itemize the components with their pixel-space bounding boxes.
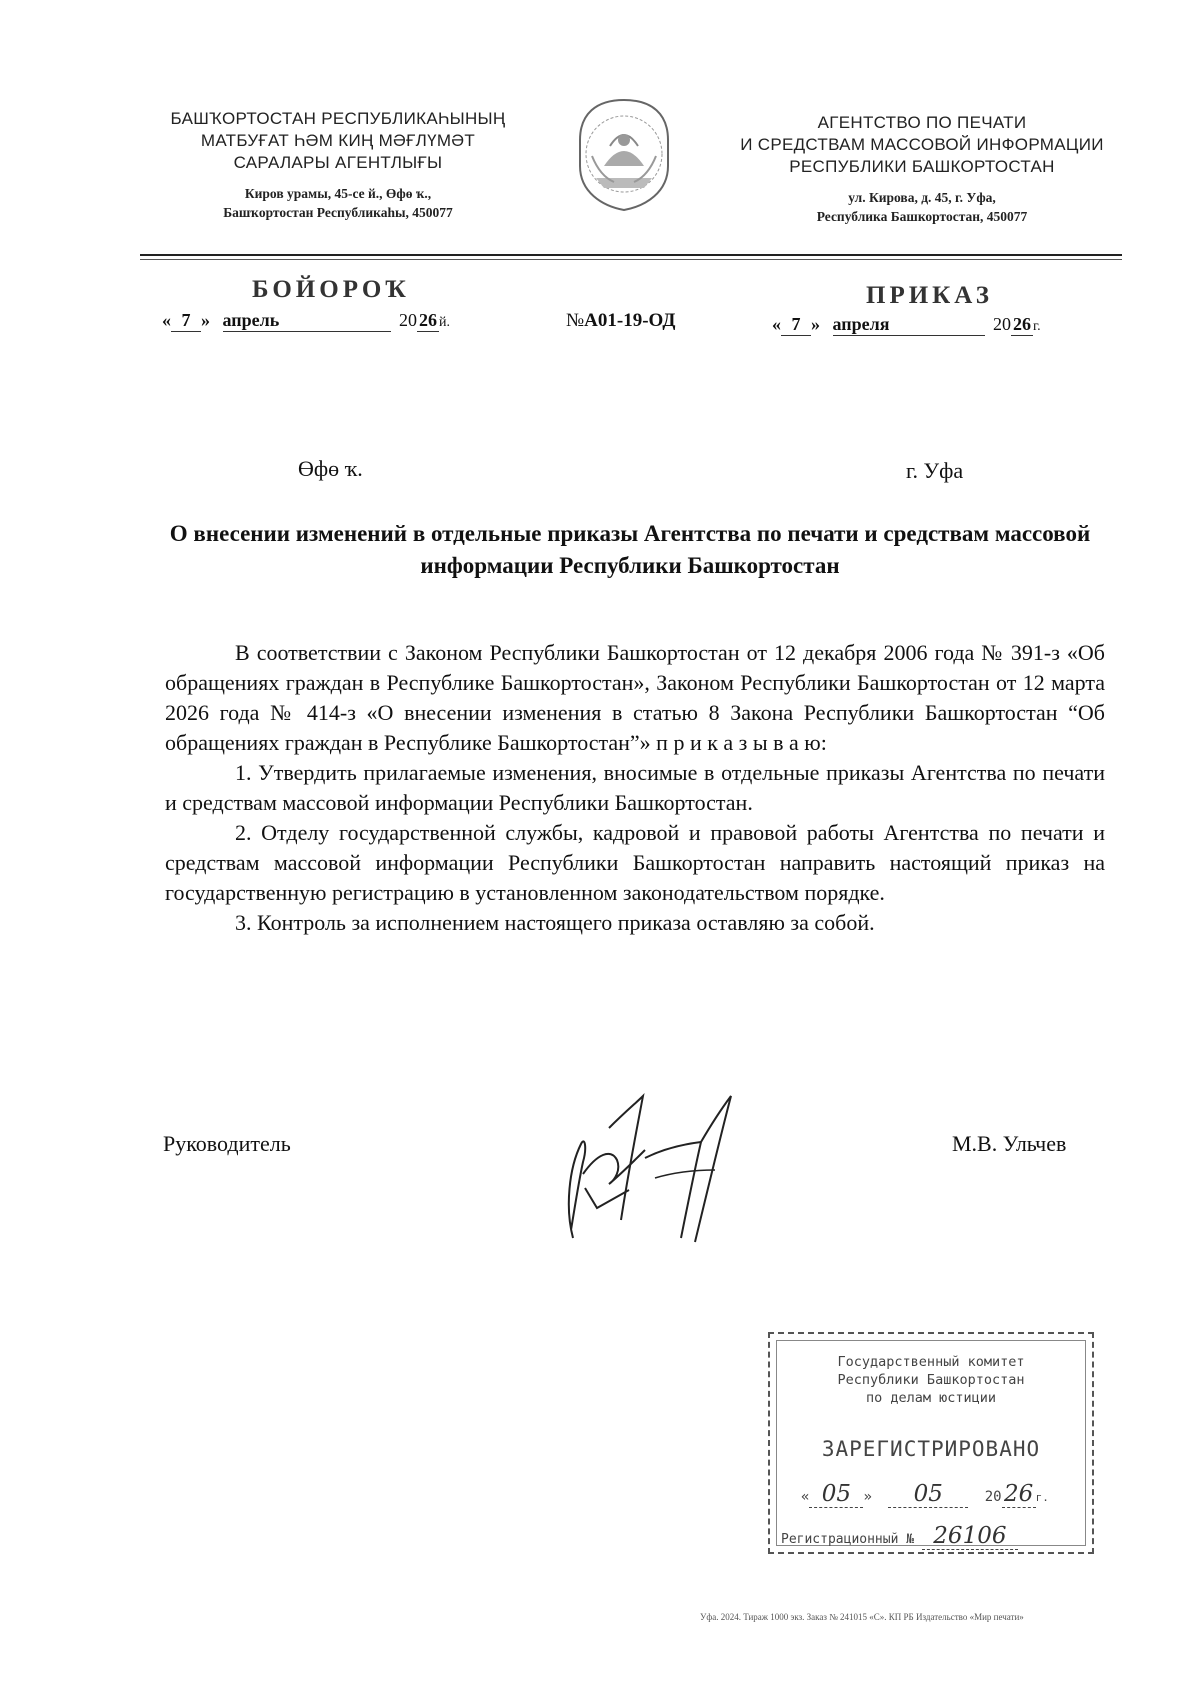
stamp-org (777, 1353, 1085, 1407)
order-number (566, 310, 675, 332)
stamp-date-year-suffix: 26 (1002, 1481, 1036, 1508)
print-footer: Уфа. 2024. Тираж 1000 экз. Заказ № 241015 «С». КП РБ Издательство «Мир печати» (700, 1612, 1024, 1622)
date-left-year-tail: й. (439, 315, 450, 330)
signatory-name: М.В. Ульчев (952, 1131, 1067, 1156)
stamp-date-year-tail: г. (1035, 1491, 1049, 1504)
right-address-line-1: ул. Кирова, д. 45, г. Уфа, (848, 190, 996, 205)
order-number-prefix: № (566, 310, 585, 331)
left-org-line-1: БАШҠОРТОСТАН РЕСПУБЛИКАҺЫНЫҢ (170, 109, 506, 128)
date-left-open-quote: « (162, 310, 171, 330)
doc-type-russian: ПРИКАЗ (866, 282, 993, 309)
date-left-year-prefix: 20 (399, 310, 417, 330)
stamp-inner-frame (776, 1340, 1086, 1549)
stamp-date-month: 05 (888, 1481, 968, 1508)
stamp-status: ЗАРЕГИСТРИРОВАНО (821, 1437, 1041, 1461)
stamp-date (801, 1481, 1049, 1508)
stamp-date-open-quote: « (801, 1489, 810, 1505)
date-left-month: апрель (223, 310, 391, 332)
stamp-org-line-3: по делам юстиции (865, 1390, 997, 1406)
date-left (162, 310, 450, 332)
registration-stamp (768, 1332, 1094, 1554)
left-org-line-3: САРАЛАРЫ АГЕНТЛЫҒЫ (233, 153, 443, 172)
date-right-year-suffix: 26 (1013, 314, 1031, 334)
date-right-month: апреля (833, 314, 985, 336)
signatory-role: Руководитель (163, 1131, 291, 1156)
right-address (722, 188, 1122, 226)
date-right-day: 7 (781, 314, 811, 336)
date-right-year-tail: г. (1033, 319, 1041, 334)
city-russian: г. Уфа (906, 458, 964, 483)
header-divider-thick (140, 254, 1122, 256)
stamp-reg-number: 26106 (922, 1523, 1018, 1550)
stamp-org-line-1: Государственный комитет (837, 1354, 1025, 1370)
order-number-value: А01-19-ОД (584, 310, 676, 331)
stamp-reg-label: Регистрационный № (781, 1532, 915, 1547)
body-paragraph-item-1: 1. Утвердить прилагаемые изменения, вносимые в отдельные приказы Агентства по печати и средствам массовой информации Республики Башкортостан. (165, 760, 1105, 815)
header-left-block (128, 108, 548, 222)
date-left-year-suffix: 26 (419, 310, 437, 330)
date-right-year-prefix: 20 (993, 314, 1011, 334)
right-address-line-2: Республика Башкортостан, 450077 (816, 209, 1028, 224)
document-title: О внесении изменений в отдельные приказы Агентства по печати и средствам массовой информации Республики Башкортостан (169, 521, 1091, 578)
right-org-line-1: АГЕНТСТВО ПО ПЕЧАТИ (817, 113, 1027, 132)
doc-type-bashkir: БОЙОРОҠ (252, 276, 410, 303)
body-paragraph-item-3: 3. Контроль за исполнением настоящего приказа оставляю за собой. (235, 910, 875, 935)
stamp-org-line-2: Республики Башкортостан (837, 1372, 1025, 1388)
left-address-line-1: Киров урамы, 45-се й., Өфө ҡ., (244, 186, 432, 201)
document-body (165, 638, 1105, 938)
body-paragraph-preamble: В соответствии с Законом Республики Башкортостан от 12 декабря 2006 года № 391-з «Об обращениях граждан в Республике Башкортостан», Законом Республики Башкортостан от 12 марта 2026 года № 414-з «О внесении изменения в статью 8 Закона Республики Башкортостан “Об обращениях граждан в Республике Башкортостан”» п р и к а з ы в а ю: (165, 640, 1105, 755)
date-left-close-quote: » (201, 310, 210, 330)
stamp-date-year-prefix: 20 (984, 1489, 1002, 1505)
body-paragraph-item-2: 2. Отделу государственной службы, кадровой и правовой работы Агентства по печати и средствам массовой информации Республики Башкортостан направить настоящий приказ на государственную регистрацию в установленном законодательством порядке. (165, 820, 1105, 905)
header-right-block (722, 112, 1122, 226)
stamp-date-day: 05 (809, 1481, 863, 1508)
date-right-close-quote: » (811, 314, 820, 334)
right-org-line-3: РЕСПУБЛИКИ БАШКОРТОСТАН (789, 157, 1055, 176)
left-address-line-2: Башҡортостан Республикаһы, 450077 (223, 205, 453, 220)
city-bashkir: Өфө ҡ. (298, 456, 363, 481)
handwritten-signature-icon (525, 1088, 785, 1248)
left-org-line-2: МАТБУҒАТ ҺӘМ КИҢ МӘҒЛҮМӘТ (200, 131, 476, 150)
date-right-open-quote: « (772, 314, 781, 334)
header-divider-thin (140, 259, 1122, 260)
left-address (128, 184, 548, 222)
right-org-line-2: И СРЕДСТВАМ МАССОВОЙ ИНФОРМАЦИИ (740, 135, 1104, 154)
date-left-day: 7 (171, 310, 201, 332)
stamp-date-close-quote: » (863, 1489, 872, 1505)
coat-of-arms-emblem-icon (574, 96, 674, 212)
stamp-registration-number (781, 1523, 1018, 1550)
date-right (772, 314, 1041, 336)
